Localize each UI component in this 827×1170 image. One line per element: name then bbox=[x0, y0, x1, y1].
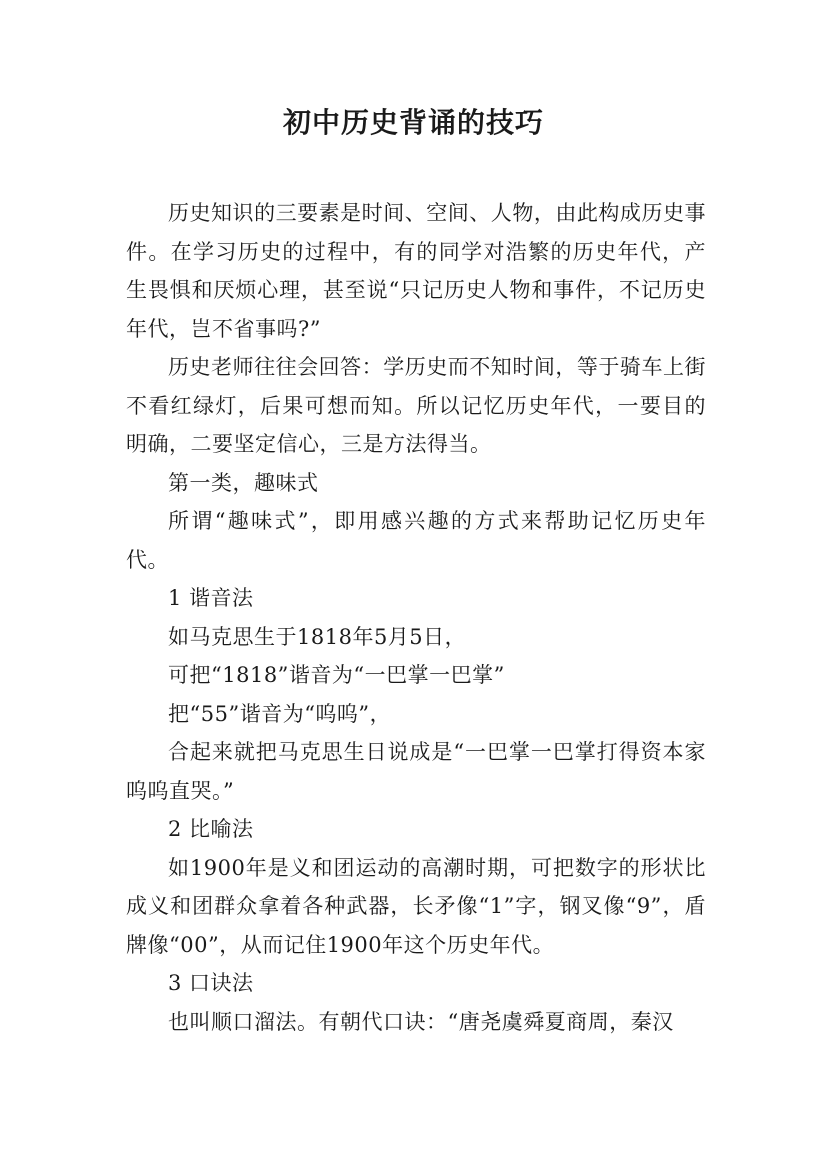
document-title: 初中历史背诵的技巧 bbox=[282, 106, 544, 139]
paragraph-dynasty-mnemonic: 也叫顺口溜法。有朝代口诀：“唐尧虞舜夏商周，秦汉 bbox=[168, 1009, 674, 1034]
paragraph-intro: 历史知识的三要素是时间、空间、人物，由此构成历史事件。在学习历史的过程中，有的同学对浩繁的历史年代，产生畏惧和厌烦心理，甚至说“只记历史人物和事件，不记历史年代，岂不省事吗?” bbox=[126, 201, 706, 341]
method-heading-metaphor: 2 比喻法 bbox=[168, 817, 254, 841]
method-heading-mnemonic: 3 口诀法 bbox=[168, 971, 254, 995]
paragraph-interest-definition: 所谓“趣味式”，即用感兴趣的方式来帮助记忆历史年代。 bbox=[126, 509, 706, 572]
paragraph-1818-homophone: 可把“1818”谐音为“一巴掌一巴掌” bbox=[168, 663, 505, 687]
document-body bbox=[126, 194, 706, 1041]
paragraph-combined-phrase: 合起来就把马克思生日说成是“一巴掌一巴掌打得资本家呜呜直哭。” bbox=[126, 740, 706, 803]
section-heading-type-one: 第一类，趣味式 bbox=[168, 470, 319, 495]
method-heading-homophone: 1 谐音法 bbox=[168, 586, 254, 610]
paragraph-55-homophone: 把“55”谐音为“呜呜”， bbox=[168, 701, 392, 726]
paragraph-1900-metaphor: 如1900年是义和团运动的高潮时期，可把数字的形状比成义和团群众拿着各种武器，长矛像“1”字，钢叉像“9”，盾牌像“00”，从而记住1900年这个历史年代。 bbox=[126, 855, 706, 957]
paragraph-marx-birthday: 如马克思生于1818年5月5日， bbox=[168, 624, 467, 649]
paragraph-teacher-answer: 历史老师往往会回答：学历史而不知时间，等于骑车上街不看红绿灯，后果可想而知。所以记忆历史年代，一要目的明确，二要坚定信心，三是方法得当。 bbox=[126, 355, 706, 456]
